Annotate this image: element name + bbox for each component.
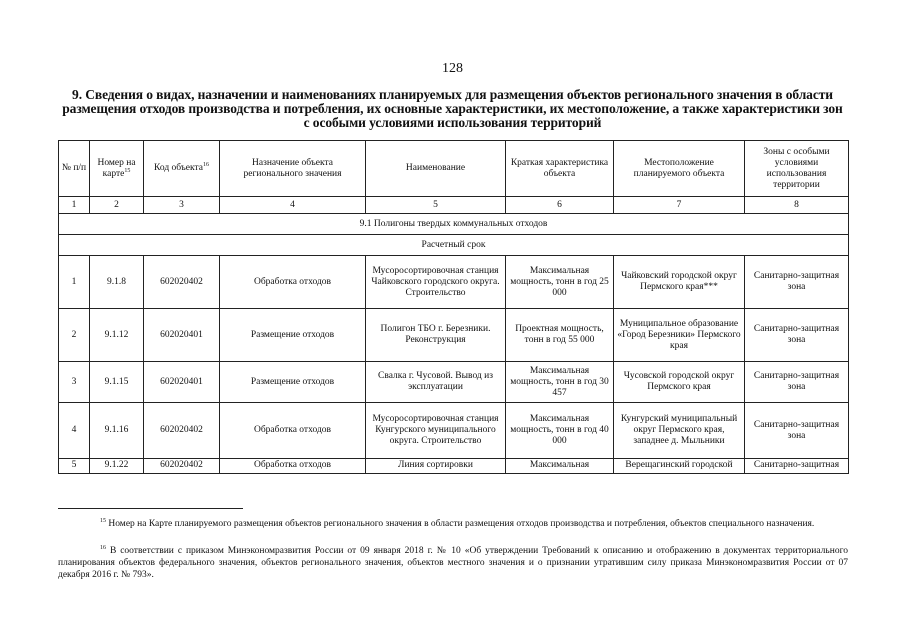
table-cell: 9.1.8: [90, 256, 144, 309]
table-cell: 9.1.22: [90, 459, 144, 474]
header-cell-purpose: Назначение объекта регионального значения: [220, 141, 366, 197]
table-cell: 9.1.15: [90, 362, 144, 403]
footnote-mark: 15: [100, 518, 106, 524]
table-cell: 5: [59, 459, 90, 474]
column-number: 6: [506, 197, 614, 214]
column-number: 7: [614, 197, 745, 214]
footnote-ref: 15: [124, 167, 131, 174]
table-cell: Свалка г. Чусовой. Вывод из эксплуатации: [366, 362, 506, 403]
section-heading-row: [59, 214, 849, 235]
table-cell: 602020402: [144, 256, 220, 309]
footnote-ref: 16: [203, 161, 209, 168]
table-header-row: [59, 141, 849, 197]
header-cell-zones: Зоны с особыми условиями использования территории: [745, 141, 849, 197]
table-cell: 3: [59, 362, 90, 403]
table-cell: Максимальная мощность, тонн в год 25 000: [506, 256, 614, 309]
table-cell: Полигон ТБО г. Березники. Реконструкция: [366, 309, 506, 362]
footnote-text: Номер на Карте планируемого размещения объектов регионального значения в области размещения отходов производства и потребления, объектов специального назначения.: [108, 519, 815, 530]
column-number: 4: [220, 197, 366, 214]
table-cell: Санитарно-защитная зона: [745, 256, 849, 309]
table-cell: Санитарно-защитная зона: [745, 309, 849, 362]
period-heading: Расчетный срок: [59, 235, 849, 256]
period-heading-row: [59, 235, 849, 256]
table-cell: Санитарно-защитная: [745, 459, 849, 474]
table-cell: Линия сортировки: [366, 459, 506, 474]
column-number: 3: [144, 197, 220, 214]
table-cell: Обработка отходов: [220, 459, 366, 474]
table-cell: Максимальная мощность, тонн в год 30 457: [506, 362, 614, 403]
footnote-16: [58, 542, 848, 581]
column-number: 8: [745, 197, 849, 214]
footnote-mark: 16: [100, 545, 106, 551]
table-cell: 4: [59, 403, 90, 459]
table-cell: Верещагинский городской: [614, 459, 745, 474]
header-cell-object-code: Код объекта$^{16}$: [144, 141, 220, 197]
table-cell: 9.1.12: [90, 309, 144, 362]
section-heading: 9.1 Полигоны твердых коммунальных отходов: [59, 214, 849, 235]
table-cell: Проектная мощность, тонн в год 55 000: [506, 309, 614, 362]
column-number: 2: [90, 197, 144, 214]
table-cell: Чайковский городской округ Пермского края***: [614, 256, 745, 309]
table-row: [59, 459, 849, 474]
header-cell-map-number: Номер на карте$^{15}$: [90, 141, 144, 197]
column-number: 1: [59, 197, 90, 214]
column-number-row: [59, 197, 849, 214]
table-cell: 2: [59, 309, 90, 362]
table-cell: Размещение отходов: [220, 309, 366, 362]
header-cell-number: № п/п: [59, 141, 90, 197]
header-cell-characteristic: Краткая характеристика объекта: [506, 141, 614, 197]
table-cell: 602020401: [144, 362, 220, 403]
page-number: 128: [442, 61, 463, 76]
header-cell-location: Местоположение планируемого объекта: [614, 141, 745, 197]
table-cell: Максимальная мощность, тонн в год 40 000: [506, 403, 614, 459]
table-row: [59, 362, 849, 403]
table-cell: Размещение отходов: [220, 362, 366, 403]
table-cell: Обработка отходов: [220, 403, 366, 459]
footnote-divider: [58, 508, 243, 509]
table-cell: 1: [59, 256, 90, 309]
table-row: [59, 403, 849, 459]
table-cell: Обработка отходов: [220, 256, 366, 309]
table-cell: 602020401: [144, 309, 220, 362]
table-cell: 602020402: [144, 459, 220, 474]
table-cell: 602020402: [144, 403, 220, 459]
table-cell: Мусоросортировочная станция Чайковского городского округа. Строительство: [366, 256, 506, 309]
header-cell-name: Наименование: [366, 141, 506, 197]
table-cell: Санитарно-защитная зона: [745, 403, 849, 459]
section-title: 9. Сведения о видах, назначении и наименованиях планируемых для размещения объектов регионального значения в области размещения отходов производства и потребления, их основные характеристики, их местоположение, а также характеристики зон с особыми условиями использования территорий: [62, 87, 843, 130]
table-row: [59, 309, 849, 362]
table-row: [59, 256, 849, 309]
table-cell: Санитарно-защитная зона: [745, 362, 849, 403]
table-cell: Кунгурский муниципальный округ Пермского края, западнее д. Мыльники: [614, 403, 745, 459]
footnote-15: [58, 515, 848, 530]
objects-table: [58, 140, 849, 474]
table-cell: 9.1.16: [90, 403, 144, 459]
footnote-text: В соответствии с приказом Минэкономразвития России от 09 января 2018 г. № 10 «Об утверждении Требований к описанию и отображению в документах территориального планирования объектов федерального значения, объектов регионального значения, объектов местного значения и о признании утратившим силу приказа Минэкономразвития России от 07 декабря 2016 г. № 793».: [58, 546, 848, 581]
table-cell: Мусоросортировочная станция Кунгурского муниципального округа. Строительство: [366, 403, 506, 459]
table-cell: Максимальная: [506, 459, 614, 474]
table-cell: Чусовской городской округ Пермского края: [614, 362, 745, 403]
column-number: 5: [366, 197, 506, 214]
table-cell: Муниципальное образование «Город Березники» Пермского края: [614, 309, 745, 362]
